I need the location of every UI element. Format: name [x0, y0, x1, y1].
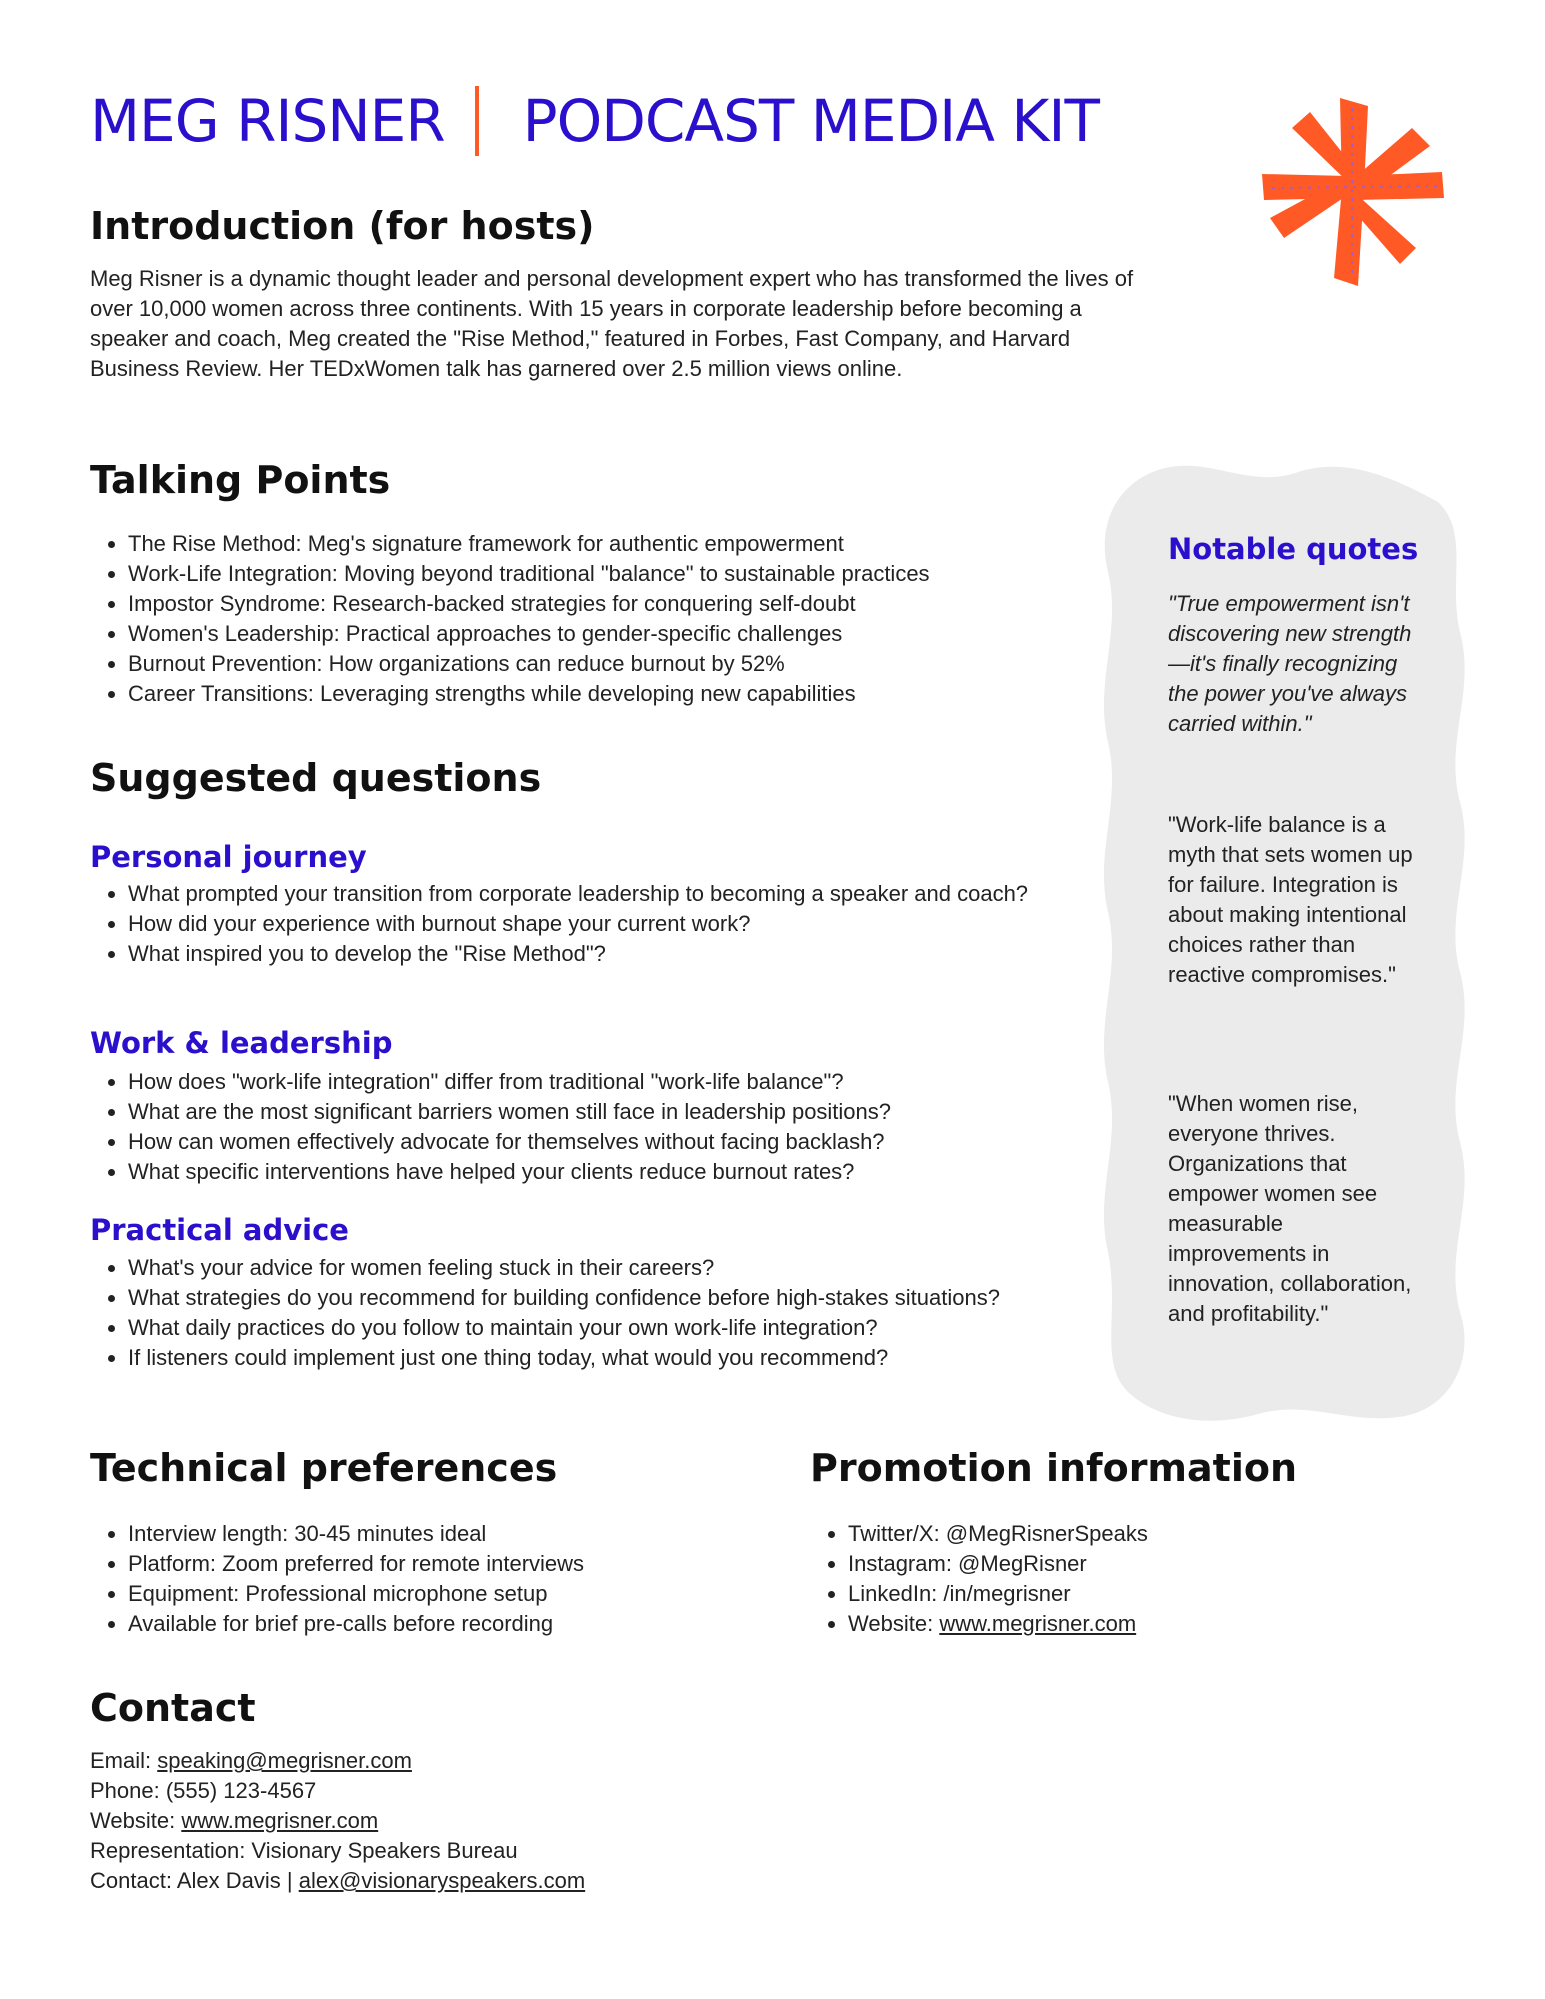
promotion-website-item	[848, 1609, 1488, 1639]
suggested-questions-heading: Suggested questions	[90, 756, 542, 800]
quote-2: "Work-life balance is a myth that sets women up for failure. Integration is about making intentional choices rather than reactive compromises."	[1168, 812, 1413, 987]
contact-heading: Contact	[90, 1686, 256, 1730]
asterisk-icon	[1252, 88, 1452, 288]
promotion-heading: Promotion information	[810, 1446, 1298, 1490]
contact-email-link[interactable]: speaking@megrisner.com	[157, 1748, 412, 1773]
list-item: • What prompted your transition from corporate leadership to becoming a speaker and coach?	[128, 879, 1128, 909]
list-item: • How can women effectively advocate for themselves without facing backlash?	[128, 1127, 1128, 1157]
contact-website-row	[90, 1806, 585, 1836]
contact-agent-email-link[interactable]: alex@visionaryspeakers.com	[298, 1868, 586, 1893]
intro-text: Meg Risner is a dynamic thought leader and personal development expert who has transformed the lives of over 10,000 women across three continents. With 15 years in corporate leadership before becoming a speaker and coach, Meg created the "Rise Method," featured in Forbes, Fast Company, and Harvard Business Review. Her TEDxWomen talk has garnered over 2.5 million views online.	[90, 266, 1134, 381]
quote-1: "True empowerment isn't discovering new strength—it's finally recognizing the power you've always carried within."	[1168, 591, 1412, 736]
instagram-handle: • Instagram: @MegRisner	[848, 1549, 1488, 1579]
contact-phone: Phone: (555) 123-4567	[90, 1778, 317, 1803]
contact-email-row	[90, 1746, 585, 1776]
talking-points-heading: Talking Points	[90, 458, 391, 502]
contact-block	[90, 1746, 585, 1896]
contact-website-link[interactable]: www.megrisner.com	[181, 1808, 379, 1833]
list-item: • Career Transitions: Leveraging strengths while developing new capabilities	[128, 679, 1128, 709]
header-divider	[475, 86, 479, 156]
list-item: • What are the most significant barriers women still face in leadership positions?	[128, 1097, 1128, 1127]
list-item: • Available for brief pre-calls before recording	[128, 1609, 768, 1639]
header-name: MEG RISNER	[90, 87, 445, 155]
twitter-handle: • Twitter/X: @MegRisnerSpeaks	[848, 1519, 1488, 1549]
contact-representation: Representation: Visionary Speakers Bureau	[90, 1838, 518, 1863]
contact-agent-row	[90, 1866, 585, 1896]
promotion-website-label: Website:	[848, 1611, 940, 1636]
talking-points-list	[90, 529, 1128, 709]
list-item: • Platform: Zoom preferred for remote interviews	[128, 1549, 768, 1579]
list-item: • What daily practices do you follow to maintain your own work-life integration?	[128, 1313, 1128, 1343]
page-header	[90, 86, 1099, 156]
list-item: • Impostor Syndrome: Research-backed strategies for conquering self-doubt	[128, 589, 1128, 619]
intro-heading: Introduction (for hosts)	[90, 204, 595, 248]
list-item: • Work-Life Integration: Moving beyond traditional "balance" to sustainable practices	[128, 559, 1128, 589]
list-item: • How did your experience with burnout shape your current work?	[128, 909, 1128, 939]
list-item: • If listeners could implement just one thing today, what would you recommend?	[128, 1343, 1128, 1373]
list-item: • What's your advice for women feeling stuck in their careers?	[128, 1253, 1128, 1283]
technical-preferences-heading: Technical preferences	[90, 1446, 558, 1490]
personal-journey-list	[90, 879, 1128, 969]
work-leadership-list	[90, 1067, 1128, 1187]
practical-advice-heading: Practical advice	[90, 1213, 349, 1247]
contact-website-label: Website:	[90, 1808, 182, 1833]
technical-preferences-list	[90, 1519, 768, 1639]
list-item: • What strategies do you recommend for building confidence before high-stakes situations?	[128, 1283, 1128, 1313]
linkedin-handle: • LinkedIn: /in/megrisner	[848, 1579, 1488, 1609]
quote-3: "When women rise, everyone thrives. Organizations that empower women see measurable improvements in innovation, collaboration, and profitability."	[1168, 1091, 1412, 1326]
list-item: • Women's Leadership: Practical approaches to gender-specific challenges	[128, 619, 1128, 649]
practical-advice-list	[90, 1253, 1128, 1373]
list-item: • Interview length: 30-45 minutes ideal	[128, 1519, 768, 1549]
list-item: • What specific interventions have helped your clients reduce burnout rates?	[128, 1157, 1128, 1187]
personal-journey-heading: Personal journey	[90, 840, 367, 874]
promotion-website-link[interactable]: www.megrisner.com	[939, 1611, 1137, 1636]
list-item: • Equipment: Professional microphone setup	[128, 1579, 768, 1609]
work-leadership-heading: Work & leadership	[90, 1026, 393, 1060]
contact-agent-label: Contact: Alex Davis |	[90, 1868, 299, 1893]
contact-email-label: Email:	[90, 1748, 158, 1773]
list-item: • Burnout Prevention: How organizations can reduce burnout by 52%	[128, 649, 1128, 679]
list-item: • What inspired you to develop the "Rise Method"?	[128, 939, 1128, 969]
list-item: • How does "work-life integration" differ from traditional "work-life balance"?	[128, 1067, 1128, 1097]
header-kit-title: PODCAST MEDIA KIT	[522, 87, 1099, 155]
notable-quotes-heading: Notable quotes	[1168, 532, 1419, 566]
list-item: • The Rise Method: Meg's signature framework for authentic empowerment	[128, 529, 1128, 559]
promotion-list	[810, 1519, 1488, 1639]
